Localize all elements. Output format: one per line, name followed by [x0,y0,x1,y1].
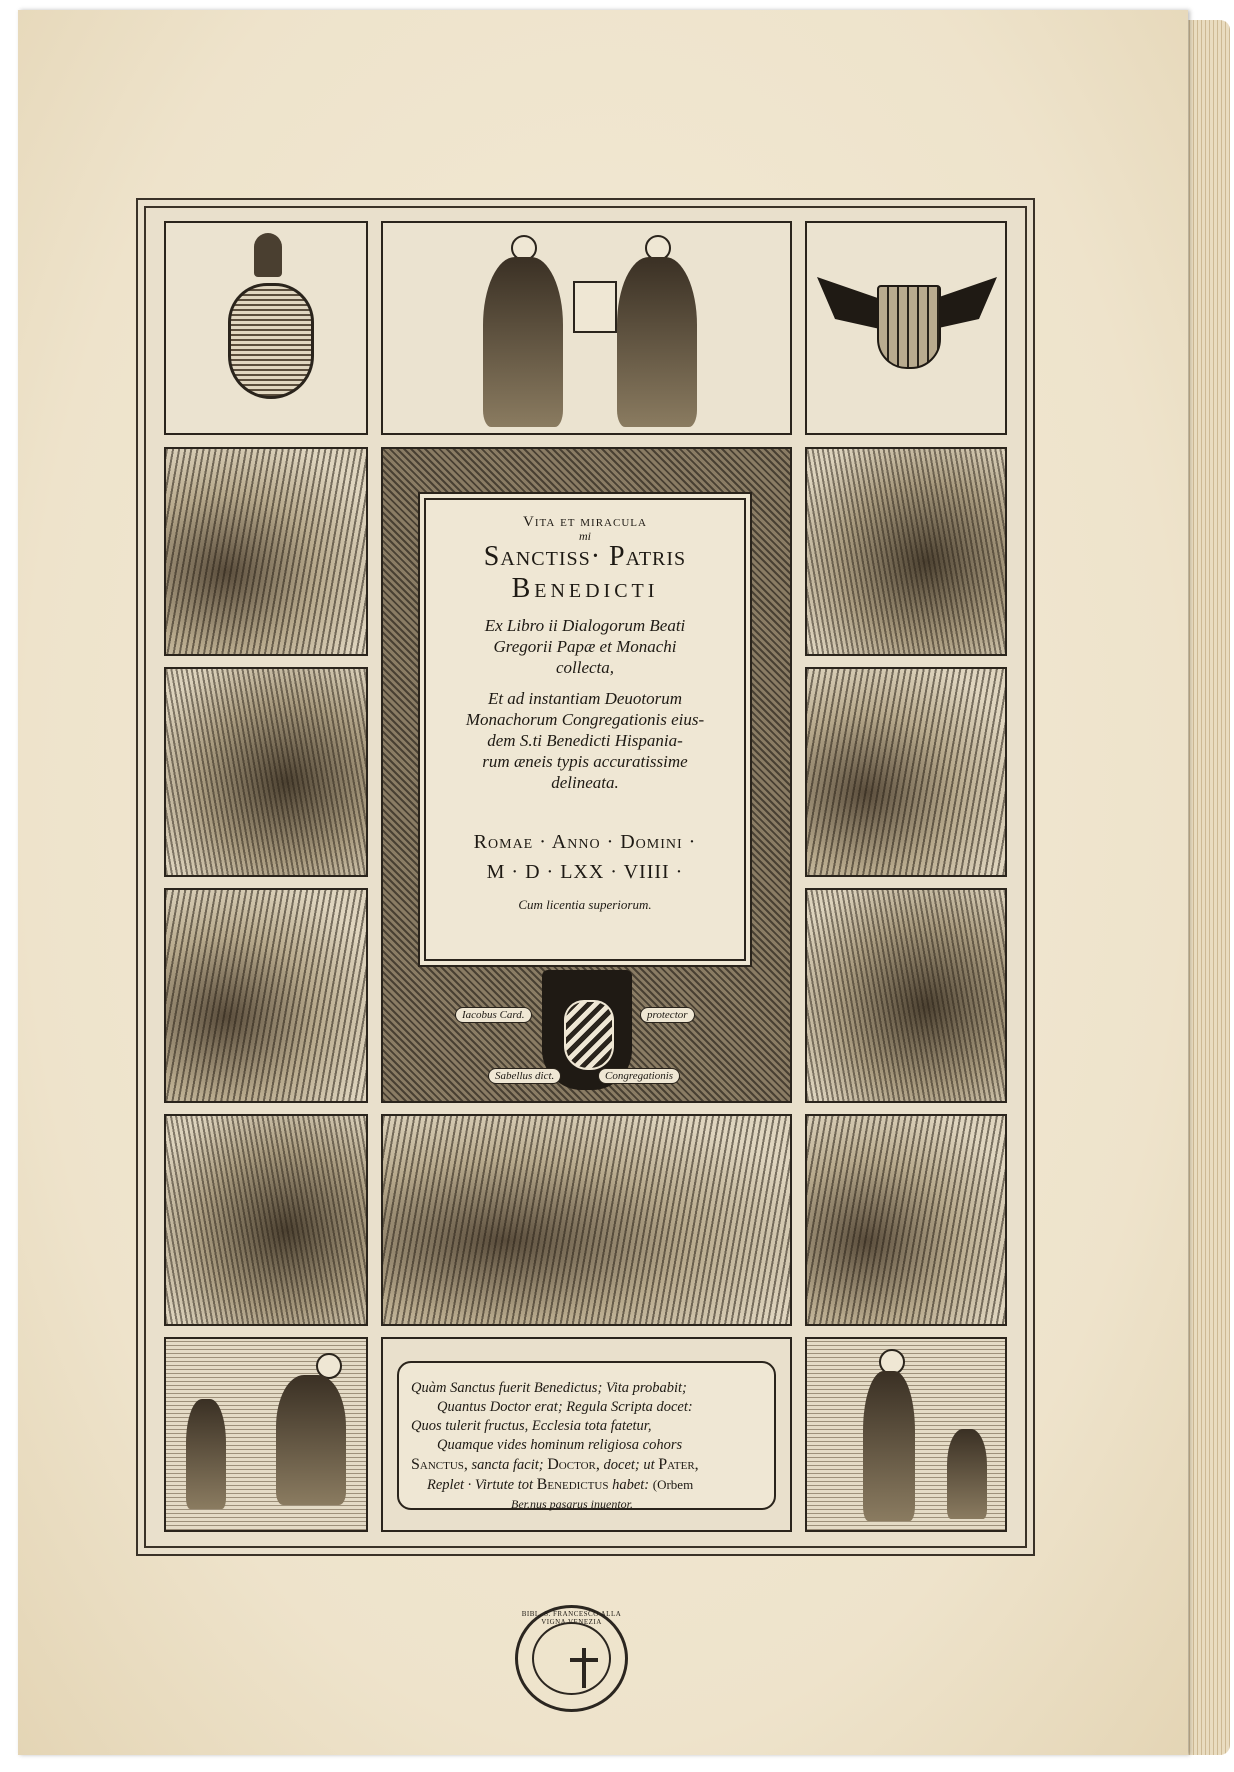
verse-line: Quantus Doctor erat; Regula Scripta docet: [437,1399,693,1415]
kneeling-abbesses-panel [805,888,1007,1103]
subtitle-line: collecta, [555,658,615,677]
monks-with-staffs-panel [164,1114,368,1326]
title-line-3: Benedicti [511,573,659,604]
subtitle-line: rum æneis typis accuratissime [482,752,688,771]
two-saints-panel [381,221,792,435]
cross-bar [570,1658,598,1662]
title-text-panel [424,498,746,961]
verse-text [397,1361,776,1510]
standing-nuns-panel [805,1114,1007,1326]
open-book-icon [573,281,617,333]
christ-figure [863,1371,915,1521]
banner-lower-left: Sabellus dict. [488,1068,561,1084]
verse-text-fragment: habet: [608,1477,650,1493]
saint-scholastica-figure [617,257,697,427]
stamp-text: BIBL. S. FRANCESCO ALLA VIGNA VENEZIA [521,1610,622,1626]
stamp-inner-ring [532,1622,611,1695]
shield-icon [564,1000,614,1070]
verse-word: Pater, [658,1456,699,1473]
kneeling-bishops-panel [164,888,368,1103]
title-line-1: Vita et miracula [523,514,647,530]
kneeling-monks-panel [164,667,368,877]
monk-figure [947,1429,987,1519]
verse-line: Quos tulerit fructus, Ecclesia tota fatetur, [411,1418,652,1434]
papal-coat-of-arms-icon [228,283,314,399]
subtitle-line: Monachorum Congregationis eius- [465,710,705,729]
license-line: Cum licentia superiorum. [518,897,652,912]
imprint-line-2: M · D · LXX · VIIII · [486,861,684,883]
kneeling-nuns-panel [805,667,1007,877]
christ-with-monk-panel [805,1337,1007,1532]
subtitle-line: dem S.ti Benedicti Hispania- [487,731,683,750]
banner-lower-right: Congregationis [598,1068,680,1084]
verse-word: Sanctus, [411,1456,468,1473]
library-stamp [515,1605,628,1712]
verse-text-fragment: Replet · Virtute tot [427,1477,537,1493]
saint-benedict-figure [483,257,563,427]
title-superscript: mi [579,529,591,543]
imperial-eagle-panel [805,221,1007,435]
subtitle-line: Gregorii Papæ et Monachi [493,637,677,656]
verse-line [411,1475,764,1495]
verse-cartouche [381,1337,792,1532]
verse-aside: (Orbem [652,1477,694,1492]
papal-arms-panel [164,221,368,435]
central-monks-crowd-panel [381,1114,792,1326]
kneeling-cardinals-panel [805,447,1007,656]
engraver-credit: Ber.nus pasarus inuentor. [511,1497,634,1511]
kneeling-popes-panel [164,447,368,656]
verse-line: Quamque vides hominum religiosa cohors [437,1437,683,1453]
verse-text-fragment: sancta facit; [467,1457,548,1473]
verse-word: Doctor, [547,1456,600,1473]
papal-tiara-icon [254,233,282,277]
cross-icon [582,1648,586,1688]
verse-line [411,1455,764,1475]
verse-word: Benedictus [536,1476,609,1493]
subtitle-line: Et ad instantiam Deuotorum [487,689,683,708]
monk-before-madonna-panel [164,1337,368,1532]
spanish-arms-shield-icon [877,285,941,369]
banner-upper-right: protector [640,1007,695,1023]
imprint-line-1: Romae · Anno · Domini · [473,831,697,853]
verse-line: Quàm Sanctus fuerit Benedictus; Vita probabit; [411,1380,687,1396]
subtitle-line: Ex Libro ii Dialogorum Beati [484,616,686,635]
banner-upper-left: Iacobus Card. [455,1007,532,1023]
kneeling-monk-figure [186,1399,226,1509]
madonna-and-child-figure [276,1375,346,1505]
verse-text-fragment: docet; ut [599,1457,659,1473]
title-line-2: Sanctiss· Patris [483,541,687,572]
subtitle-line: delineata. [551,773,619,792]
